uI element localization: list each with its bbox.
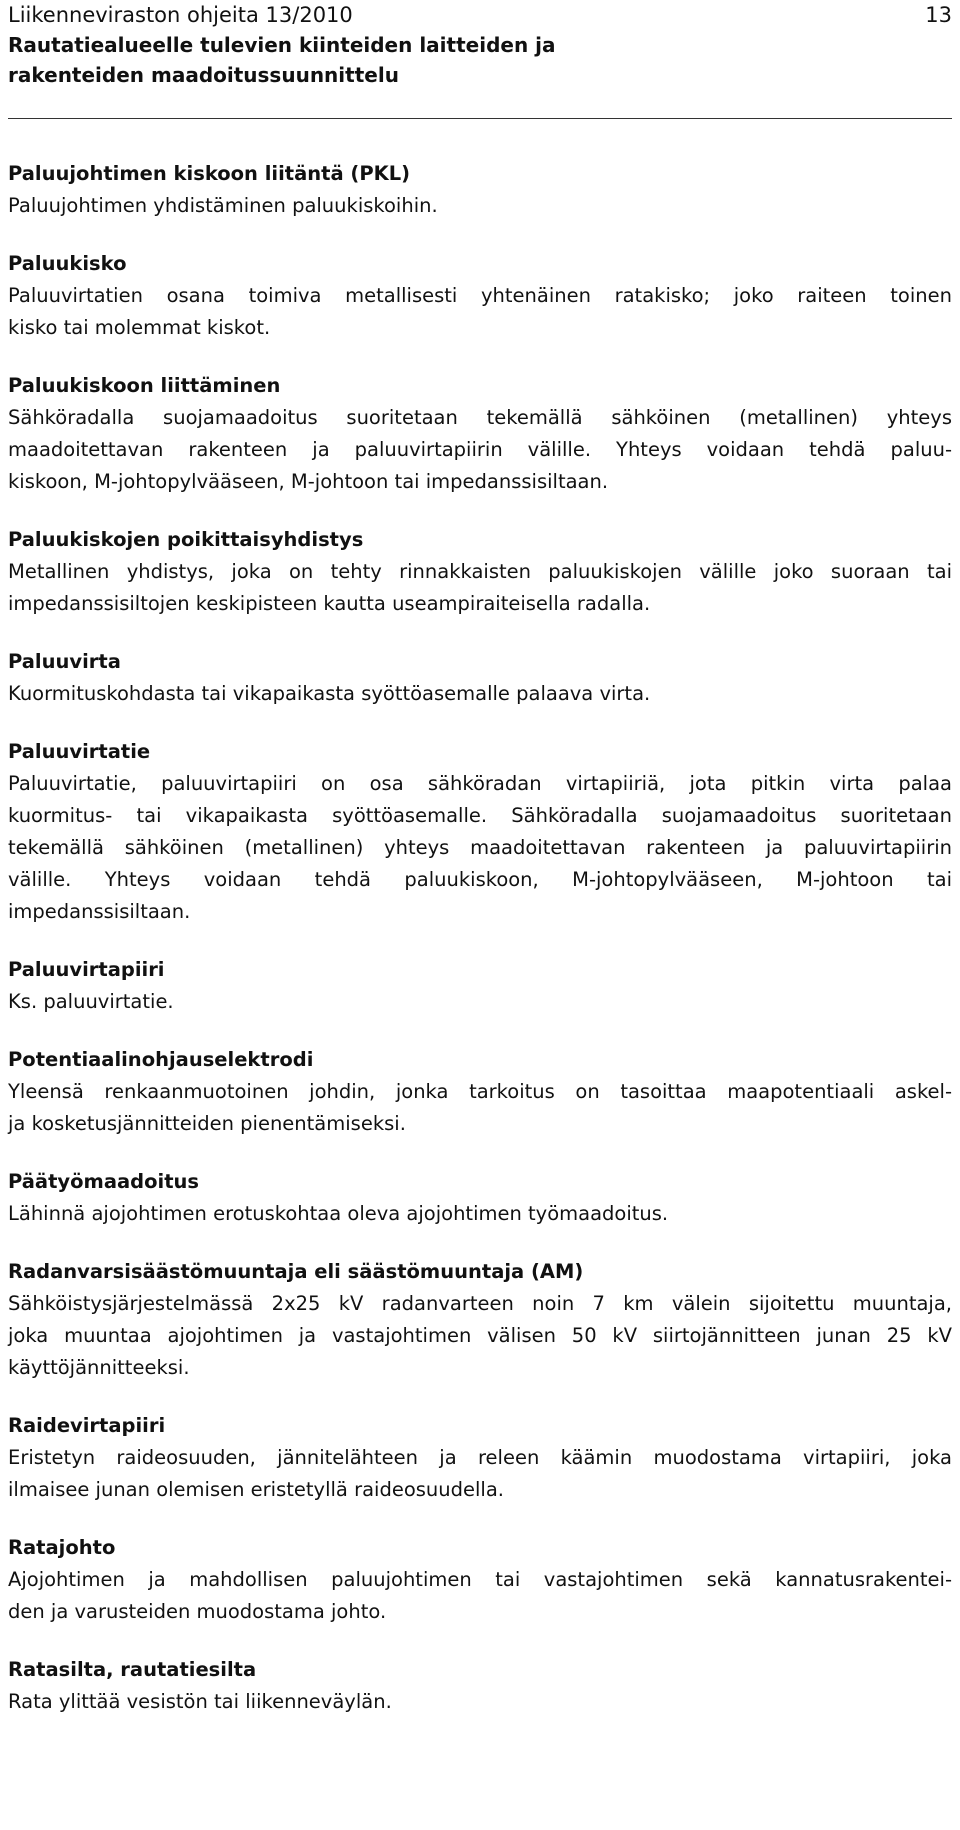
glossary-definition [8,402,952,498]
definition-line: Metallinen yhdistys, joka on tehty rinnakkaisten paluukiskojen välille joko suoraan tai [8,560,952,583]
glossary-definition [8,1198,952,1230]
glossary-term: Ratasilta, rautatiesilta [8,1658,257,1681]
definition-line: välille. Yhteys voidaan tehdä paluukiskoon, M-johtopylvääseen, M-johtoon tai [8,868,952,891]
header-top-row [8,0,952,30]
glossary-term: Raidevirtapiiri [8,1414,166,1437]
glossary-definition [8,986,952,1018]
definition-line: Sähköradalla suojamaadoitus suoritetaan tekemällä sähköinen (metallinen) yhteys [8,406,952,429]
glossary-entry [8,1654,952,1718]
glossary-list [8,158,952,1744]
definition-line: Kuormituskohdasta tai vikapaikasta syöttöasemalle palaava virta. [8,682,651,705]
document-subtitle-line-2: rakenteiden maadoitussuunnittelu [8,63,399,87]
glossary-entry [8,736,952,928]
glossary-entry [8,1532,952,1628]
glossary-entry [8,370,952,498]
glossary-term: Paluuvirta [8,650,121,673]
glossary-term: Päätyömaadoitus [8,1170,200,1193]
header-divider [8,118,952,119]
glossary-term: Paluujohtimen kiskoon liitäntä (PKL) [8,162,411,185]
definition-line: Sähköistysjärjestelmässä 2x25 kV radanvarteen noin 7 km välein sijoitettu muuntaja, [8,1292,952,1315]
glossary-term: Paluukisko [8,252,127,275]
glossary-definition [8,768,952,928]
page-header [8,0,952,112]
glossary-entry [8,1044,952,1140]
definition-line: käyttöjännitteeksi. [8,1356,190,1379]
definition-line: joka muuntaa ajojohtimen ja vastajohtimen välisen 50 kV siirtojännitteen junan 25 kV [8,1324,952,1347]
glossary-definition [8,280,952,344]
definition-line: maadoitettavan rakenteen ja paluuvirtapiirin välille. Yhteys voidaan tehdä paluu- [8,438,952,461]
glossary-entry [8,248,952,344]
definition-line: Eristetyn raideosuuden, jännitelähteen ja releen käämin muodostama virtapiiri, joka [8,1446,952,1469]
definition-line: tekemällä sähköinen (metallinen) yhteys maadoitettavan rakenteen ja paluuvirtapiirin [8,836,952,859]
glossary-entry [8,1410,952,1506]
glossary-definition [8,190,952,222]
definition-line: kuormitus- tai vikapaikasta syöttöasemalle. Sähköradalla suojamaadoitus suoritetaan [8,804,952,827]
definition-line: impedanssisiltojen keskipisteen kautta useampiraiteisella radalla. [8,592,651,615]
glossary-entry [8,158,952,222]
definition-line: Ajojohtimen ja mahdollisen paluujohtimen tai vastajohtimen sekä kannatusrakentei- [8,1568,952,1591]
glossary-term: Paluuvirtatie [8,740,151,763]
glossary-definition [8,556,952,620]
glossary-term: Paluukiskoon liittäminen [8,374,281,397]
definition-line: ilmaisee junan olemisen eristetyllä raideosuudella. [8,1478,504,1501]
glossary-term: Paluuvirtapiiri [8,958,165,981]
glossary-term: Radanvarsisäästömuuntaja eli säästömuuntaja (AM) [8,1260,584,1283]
glossary-definition [8,678,952,710]
glossary-entry [8,646,952,710]
glossary-definition [8,1442,952,1506]
glossary-entry [8,1166,952,1230]
definition-line: Paluujohtimen yhdistäminen paluukiskoihin. [8,194,438,217]
glossary-term: Potentiaalinohjauselektrodi [8,1048,314,1071]
definition-line: Lähinnä ajojohtimen erotuskohtaa oleva ajojohtimen työmaadoitus. [8,1202,669,1225]
definition-line: ja kosketusjännitteiden pienentämiseksi. [8,1112,406,1135]
glossary-definition [8,1288,952,1384]
glossary-term: Paluukiskojen poikittaisyhdistys [8,528,364,551]
definition-line: impedanssisiltaan. [8,900,191,923]
definition-line: Paluuvirtatien osana toimiva metallisesti yhtenäinen ratakisko; joko raiteen toinen [8,284,952,307]
definition-line: kisko tai molemmat kiskot. [8,316,271,339]
glossary-term: Ratajohto [8,1536,116,1559]
glossary-entry [8,954,952,1018]
definition-line: den ja varusteiden muodostama johto. [8,1600,387,1623]
definition-line: Ks. paluuvirtatie. [8,990,174,1013]
page-number: 13 [925,3,952,27]
glossary-entry [8,1256,952,1384]
glossary-definition [8,1686,952,1718]
glossary-definition [8,1076,952,1140]
glossary-entry [8,524,952,620]
definition-line: Rata ylittää vesistön tai liikenneväylän. [8,1690,392,1713]
definition-line: Paluuvirtatie, paluuvirtapiiri on osa sähköradan virtapiiriä, jota pitkin virta palaa [8,772,952,795]
document-series-title: Liikenneviraston ohjeita 13/2010 [8,3,353,27]
glossary-definition [8,1564,952,1628]
document-subtitle-line-1: Rautatiealueelle tulevien kiinteiden laitteiden ja [8,33,556,57]
definition-line: kiskoon, M-johtopylvääseen, M-johtoon tai impedanssisiltaan. [8,470,609,493]
definition-line: Yleensä renkaanmuotoinen johdin, jonka tarkoitus on tasoittaa maapotentiaali askel- [8,1080,952,1103]
